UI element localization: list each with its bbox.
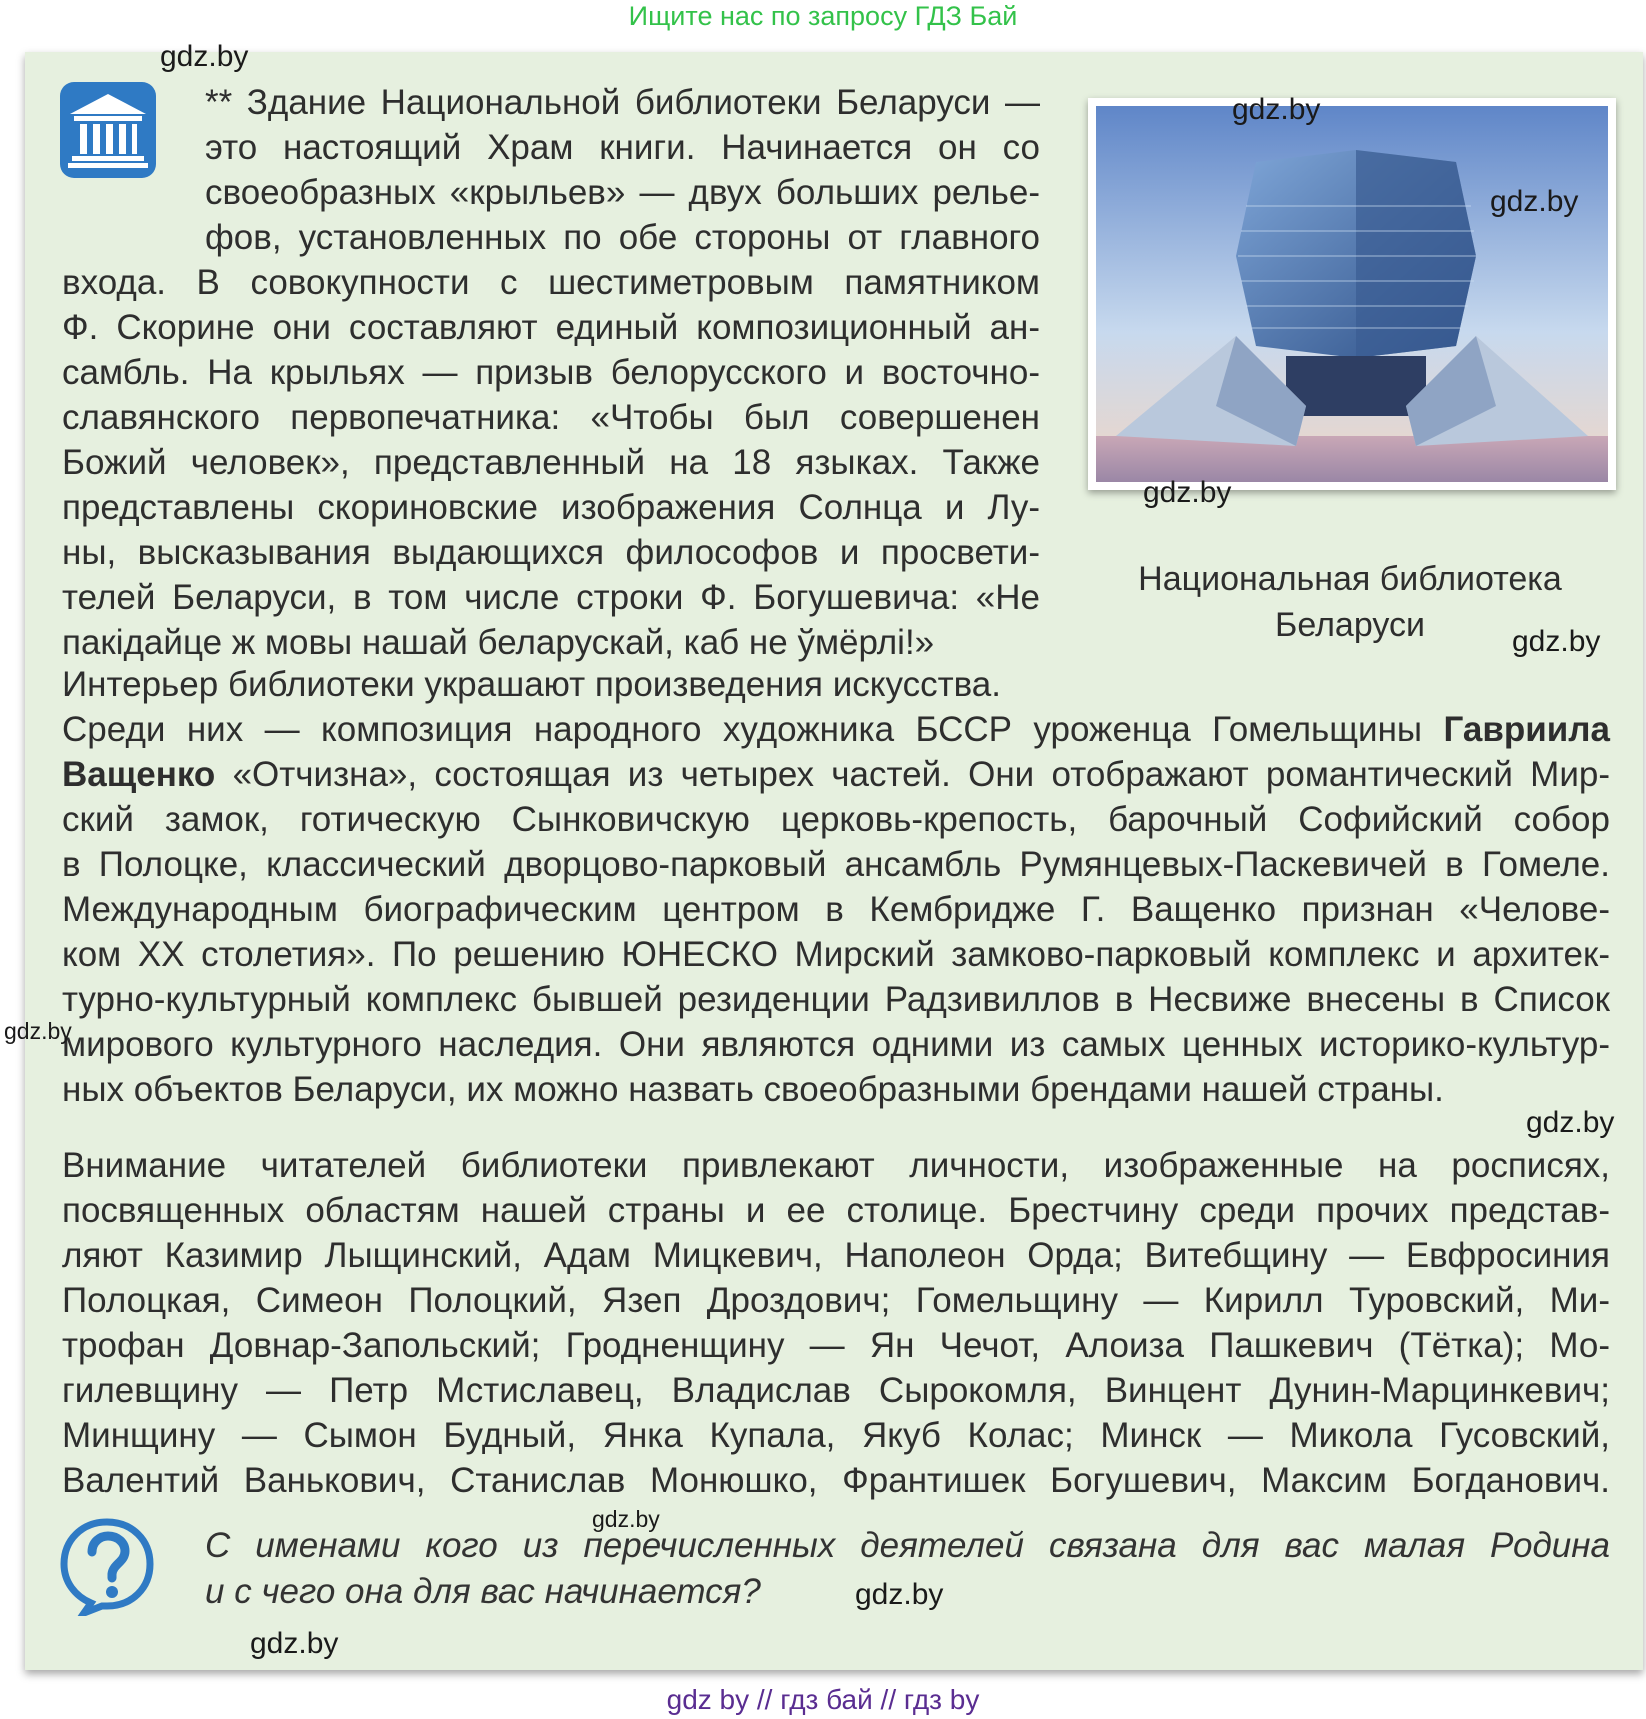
- artist-name-first: Гавриила: [1443, 710, 1610, 749]
- text-line: ский замок, готическую Сынковичскую церковь-крепость, барочный Софийский собор: [62, 800, 1610, 839]
- watermark: gdz.by: [855, 1578, 944, 1611]
- text-line: славянского первопечатника: «Чтобы был совершенен: [62, 398, 1040, 437]
- text-line: ляют Казимир Лыщинский, Адам Мицкевич, Наполеон Орда; Витебщину — Евфросиния: [62, 1236, 1610, 1275]
- text-line: Международным биографическим центром в Кембридже Г. Ващенко признан «Челове-: [62, 890, 1610, 929]
- watermark: gdz.by: [1512, 625, 1601, 658]
- question-icon-graphic: [58, 1516, 156, 1616]
- text-line: в Полоцке, классический дворцово-парковый ансамбль Румянцевых-Паскевичей в Гомеле.: [62, 845, 1610, 884]
- question-line-1: С именами кого из перечисленных деятелей связана для вас малая Родина: [205, 1526, 1610, 1565]
- text-line: Интерьер библиотеки украшают произведения искусства.: [62, 665, 1002, 704]
- watermark: gdz.by: [592, 1506, 660, 1532]
- text-line: телей Беларуси, в том числе строки Ф. Богушевича: «Не: [62, 578, 1040, 617]
- text-line: гилевщину — Петр Мстиславец, Владислав Сырокомля, Винцент Дунин-Марцинкевич;: [62, 1371, 1610, 1410]
- text-line: [62, 707, 1610, 752]
- text-line: турно-культурный комплекс бывшей резиденции Радзивиллов в Несвиже внесены в Список: [62, 980, 1610, 1019]
- question-line-2: и с чего она для вас начинается?: [205, 1572, 761, 1611]
- caption-line-2: Беларуси: [1275, 606, 1425, 644]
- watermark: gdz.by: [1526, 1106, 1615, 1139]
- watermark: gdz.by: [250, 1627, 339, 1660]
- text-line: входа. В совокупности с шестиметровым памятником: [62, 263, 1040, 302]
- paragraph-2: [62, 707, 1610, 1112]
- artist-name-last: Ващенко: [62, 755, 216, 794]
- text-line: Божий человек», представленный на 18 языках. Также: [62, 443, 1040, 482]
- watermark: gdz.by: [160, 40, 249, 73]
- national-library-photo: [1096, 106, 1608, 482]
- text-line: трофан Довнар-Запольский; Гродненщину — Ян Чечот, Алоиза Пашкевич (Тётка); Мо-: [62, 1326, 1610, 1365]
- library-building-icon: [60, 82, 156, 178]
- text-line: Минщину — Сымон Будный, Янка Купала, Якуб Колас; Минск — Микола Гусовский,: [62, 1416, 1610, 1455]
- text-line: Валентий Ванькович, Станислав Монюшко, Франтишек Богушевич, Максим Богданович.: [62, 1461, 1610, 1500]
- caption-line-1: Национальная библиотека: [1138, 560, 1562, 598]
- watermark: gdz.by: [1143, 476, 1232, 509]
- text-line: Полоцкая, Симеон Полоцкий, Язеп Дроздович; Гомельщину — Кирилл Туровский, Ми-: [62, 1281, 1610, 1320]
- library-photo-frame: [1088, 98, 1616, 490]
- paragraph-1-top: [205, 80, 1040, 260]
- watermark: gdz.by: [1490, 185, 1579, 218]
- text-line: своеобразных «крыльев» — двух больших релье-: [205, 173, 1040, 212]
- text-line: [62, 752, 1610, 797]
- text-line: Внимание читателей библиотеки привлекают личности, изображенные на росписях,: [62, 1146, 1610, 1185]
- text-line: мирового культурного наследия. Они являются одними из самых ценных историко-культур-: [62, 1025, 1610, 1064]
- text-line: самбль. На крыльях — призыв белорусского и восточно-: [62, 353, 1040, 392]
- paragraph-1-rest: [62, 260, 1040, 665]
- text-segment: «Отчизна», состоящая из четырех частей. Они отображают романтический Мир-: [215, 755, 1610, 794]
- paragraph-2-first: [62, 662, 1040, 707]
- paragraph-3: [62, 1143, 1610, 1503]
- text-line: пакідайце ж мовы нашай беларускай, каб не ўмёрлі!»: [62, 623, 935, 662]
- text-line: ** Здание Национальной библиотеки Беларуси —: [205, 83, 1040, 122]
- text-line: ны, высказывания выдающихся философов и просвети-: [62, 533, 1040, 572]
- text-line: это настоящий Храм книги. Начинается он со: [205, 128, 1040, 167]
- top-banner: Ищите нас по запросу ГДЗ Бай: [628, 1, 1018, 31]
- library-building-icon-graphic: [60, 82, 156, 178]
- text-line: ных объектов Беларуси, их можно назвать своеобразными брендами нашей страны.: [62, 1070, 1444, 1109]
- text-line: Ф. Скорине они составляют единый композиционный ан-: [62, 308, 1040, 347]
- text-line: посвященных областям нашей страны и ее столице. Брестчину среди прочих представ-: [62, 1191, 1610, 1230]
- text-line: ком XX столетия». По решению ЮНЕСКО Мирский замково-парковый комплекс и архитек-: [62, 935, 1610, 974]
- text-segment: Среди них — композиция народного художника БССР уроженца Гомельщины: [62, 710, 1444, 749]
- text-line: представлены скориновские изображения Солнца и Лу-: [62, 488, 1040, 527]
- question-icon: [58, 1516, 156, 1616]
- footer-links: gdz by // гдз бай // гдз by: [666, 1684, 980, 1715]
- text-line: фов, установленных по обе стороны от главного: [205, 218, 1040, 257]
- watermark: gdz.by: [4, 1018, 72, 1044]
- watermark: gdz.by: [1232, 93, 1321, 126]
